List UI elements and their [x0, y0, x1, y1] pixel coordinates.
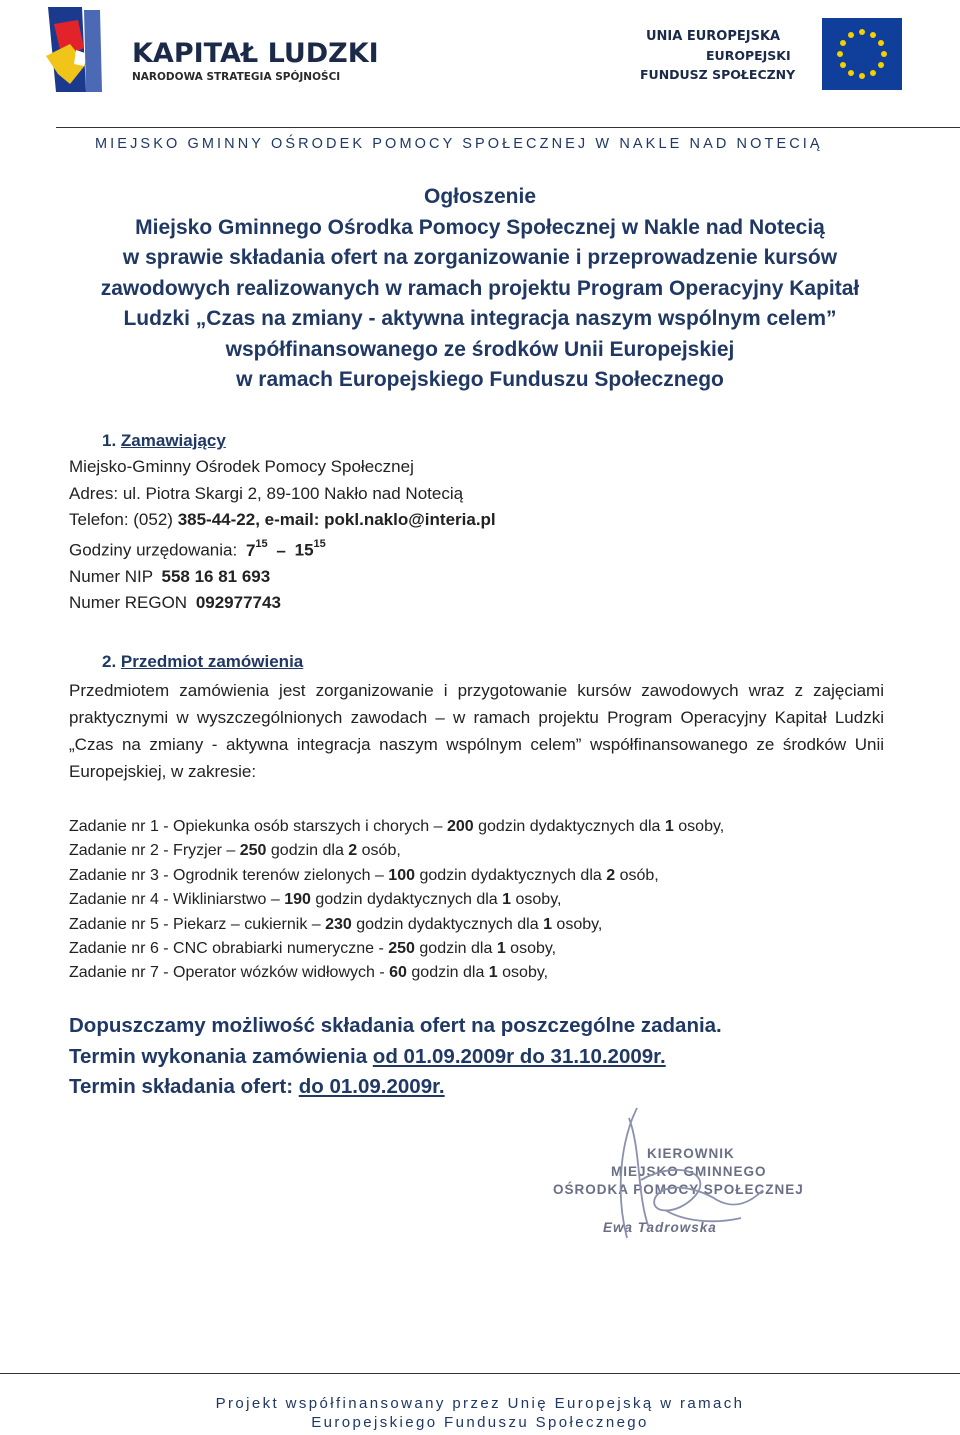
task-text: godzin dla [419, 940, 493, 958]
unia-europejska-logo [640, 18, 910, 94]
task-text: godzin dla [270, 842, 344, 860]
list-item [69, 839, 724, 863]
task-text: Zadanie nr 2 - Fryzjer – [69, 842, 236, 860]
regon-value: 092977743 [195, 593, 281, 613]
stamp-name: Ewa Tadrowska [603, 1220, 717, 1235]
stamp-signature [545, 1100, 805, 1250]
kl-title: KAPITAŁ LUDZKI [132, 38, 379, 69]
list-item [69, 864, 724, 888]
list-item [69, 888, 724, 912]
task-text: osoby, [515, 891, 562, 909]
section1-heading [69, 428, 496, 454]
list-item [69, 815, 724, 839]
task-text: Zadanie nr 1 - Opiekunka osób starszych i chorych – [69, 818, 443, 835]
announcement-title [40, 182, 920, 396]
section2-number: 2. [102, 652, 117, 671]
header-rule [56, 127, 960, 128]
task-hours: 250 [388, 940, 415, 958]
task-text: godzin dydaktycznych dla [315, 891, 498, 909]
task-text: Zadanie nr 7 - Operator wózków widłowych - [69, 964, 385, 982]
address-row [69, 481, 496, 507]
eu-flag [822, 18, 902, 90]
nip-value: 558 16 81 693 [161, 567, 271, 587]
title-line: Miejsko Gminnego Ośrodka Pomocy Społecznej w Nakle nad Notecią [135, 215, 825, 239]
nip-label: Numer NIP [69, 567, 153, 587]
title-line: zawodowych realizowanych w ramach projektu Program Operacyjny Kapitał [100, 276, 860, 300]
task-text: godzin dydaktycznych dla [478, 818, 661, 835]
task-text: osób, [361, 842, 401, 860]
office-hours-label: Godziny urzędowania: [69, 540, 238, 560]
task-hours: 250 [239, 842, 267, 860]
address-label: Adres: ul. [69, 483, 141, 503]
ue-title: UNIA EUROPEJSKA [646, 29, 781, 44]
section-ordering-party [69, 428, 496, 617]
stamp-line: KIEROWNIK [647, 1146, 735, 1161]
execution-deadline-value: od 01.09.2009r do 31.10.2009r. [372, 1044, 666, 1068]
task-text: osoby, [502, 964, 549, 982]
hours-from: 7 [245, 540, 256, 560]
title-line: współfinansowanego ze środków Unii Europejskiej [225, 337, 735, 361]
institution-header: MIEJSKO GMINNY OŚRODEK POMOCY SPOŁECZNEJ W NAKLE NAD NOTECIĄ [95, 136, 823, 152]
address-value: Piotra Skargi 2, 89-100 Nakło nad Notecią [145, 483, 464, 503]
hours-dash: – [276, 540, 286, 560]
footer [0, 1394, 960, 1432]
list-item [69, 937, 724, 961]
task-text: Zadanie nr 6 - CNC obrabiarki numeryczne - [69, 940, 384, 958]
task-text: godzin dydaktycznych dla [419, 866, 602, 884]
execution-deadline-label: Termin wykonania zamówienia [69, 1044, 368, 1068]
title-line: w ramach Europejskiego Funduszu Społecznego [236, 368, 724, 391]
task-text: osoby, [678, 818, 725, 835]
title-line: Ludzki „Czas na zmiany - aktywna integracja naszym wspólnym celem” [123, 307, 837, 330]
task-hours: 60 [389, 964, 407, 982]
hours-to-minutes: 15 [313, 538, 326, 551]
task-text: Zadanie nr 5 - Piekarz – cukiernik – [69, 915, 321, 933]
order-subject-paragraph: Przedmiotem zamówienia jest zorganizowanie i przygotowanie kursów zawodowych wraz z zajęciami praktycznymi w wyszczególnionych zawodach – w ramach projektu Program Operacyjny Kapitał Ludzki „Czas na zmiany - aktywna integracja naszym wspólnym celem” współfinansowanego ze środków Unii Europejskiej, w zakresie: [69, 681, 884, 781]
task-text: Zadanie nr 4 - Wikliniarstwo – [69, 891, 280, 909]
task-hours: 230 [325, 915, 352, 933]
ue-line3: FUNDUSZ SPOŁECZNY [640, 67, 796, 82]
submission-deadline-value: do 01.09.2009r. [298, 1075, 445, 1098]
task-count: 1 [496, 940, 506, 958]
footer-line: Europejskiego Funduszu Społecznego [311, 1414, 649, 1431]
kl-subtitle: NARODOWA STRATEGIA SPÓJNOŚCI [132, 71, 341, 83]
list-item [69, 961, 724, 985]
section1-number: 1. [102, 431, 117, 450]
regon-row [69, 590, 496, 616]
task-hours: 200 [446, 818, 474, 835]
submission-deadline-label: Termin składania ofert: [69, 1075, 294, 1098]
regon-label: Numer REGON [69, 593, 188, 613]
task-count: 1 [488, 964, 498, 982]
task-text: Zadanie nr 3 - Ogrodnik terenów zielonych – [69, 866, 384, 884]
stamp-line: MIEJSKO GMINNEGO [611, 1164, 767, 1179]
task-count: 1 [664, 818, 674, 835]
task-count: 1 [543, 915, 552, 933]
task-hours: 190 [284, 891, 311, 909]
phone-label: Telefon: (052) [69, 509, 173, 529]
submission-deadline [69, 1072, 722, 1103]
stamp-line: OŚRODKA POMOCY SPOŁECZNEJ [553, 1182, 804, 1197]
kapital-ludzki-logo [40, 4, 380, 96]
task-count: 1 [502, 891, 512, 909]
task-text: godzin dydaktycznych dla [356, 915, 539, 933]
ue-line2: EUROPEJSKI [706, 48, 791, 63]
final-statements [69, 1011, 722, 1103]
hours-to: 15 [294, 540, 314, 560]
task-list [69, 815, 724, 986]
footer-line: Projekt współfinansowany przez Unię Europejską w ramach [215, 1395, 745, 1412]
task-text: osoby, [510, 940, 557, 958]
section1-title: Zamawiający [120, 431, 226, 450]
office-hours-row [69, 533, 496, 564]
execution-deadline [69, 1042, 722, 1073]
phone-row [69, 507, 496, 533]
task-count: 2 [606, 866, 616, 884]
section2-title: Przedmiot zamówienia [120, 652, 304, 671]
title-line: Ogłoszenie [423, 185, 537, 208]
phone-email-value: 385-44-22, e-mail: pokl.naklo@interia.pl [177, 509, 496, 529]
hours-from-minutes: 15 [255, 538, 268, 551]
nip-row [69, 564, 496, 590]
ordering-party-name: Miejsko-Gminny Ośrodek Pomocy Społecznej [69, 457, 414, 477]
footer-rule [0, 1373, 960, 1374]
title-line: w sprawie składania ofert na zorganizowanie i przeprowadzenie kursów [122, 246, 838, 269]
section2-heading [69, 649, 303, 675]
list-item [69, 913, 724, 937]
task-hours: 100 [388, 866, 415, 884]
task-text: osób, [619, 866, 659, 884]
task-text: osoby, [556, 915, 603, 933]
task-count: 2 [348, 842, 358, 860]
partial-offers-note: Dopuszczamy możliwość składania ofert na poszczególne zadania. [69, 1014, 722, 1037]
task-text: godzin dla [411, 964, 485, 982]
